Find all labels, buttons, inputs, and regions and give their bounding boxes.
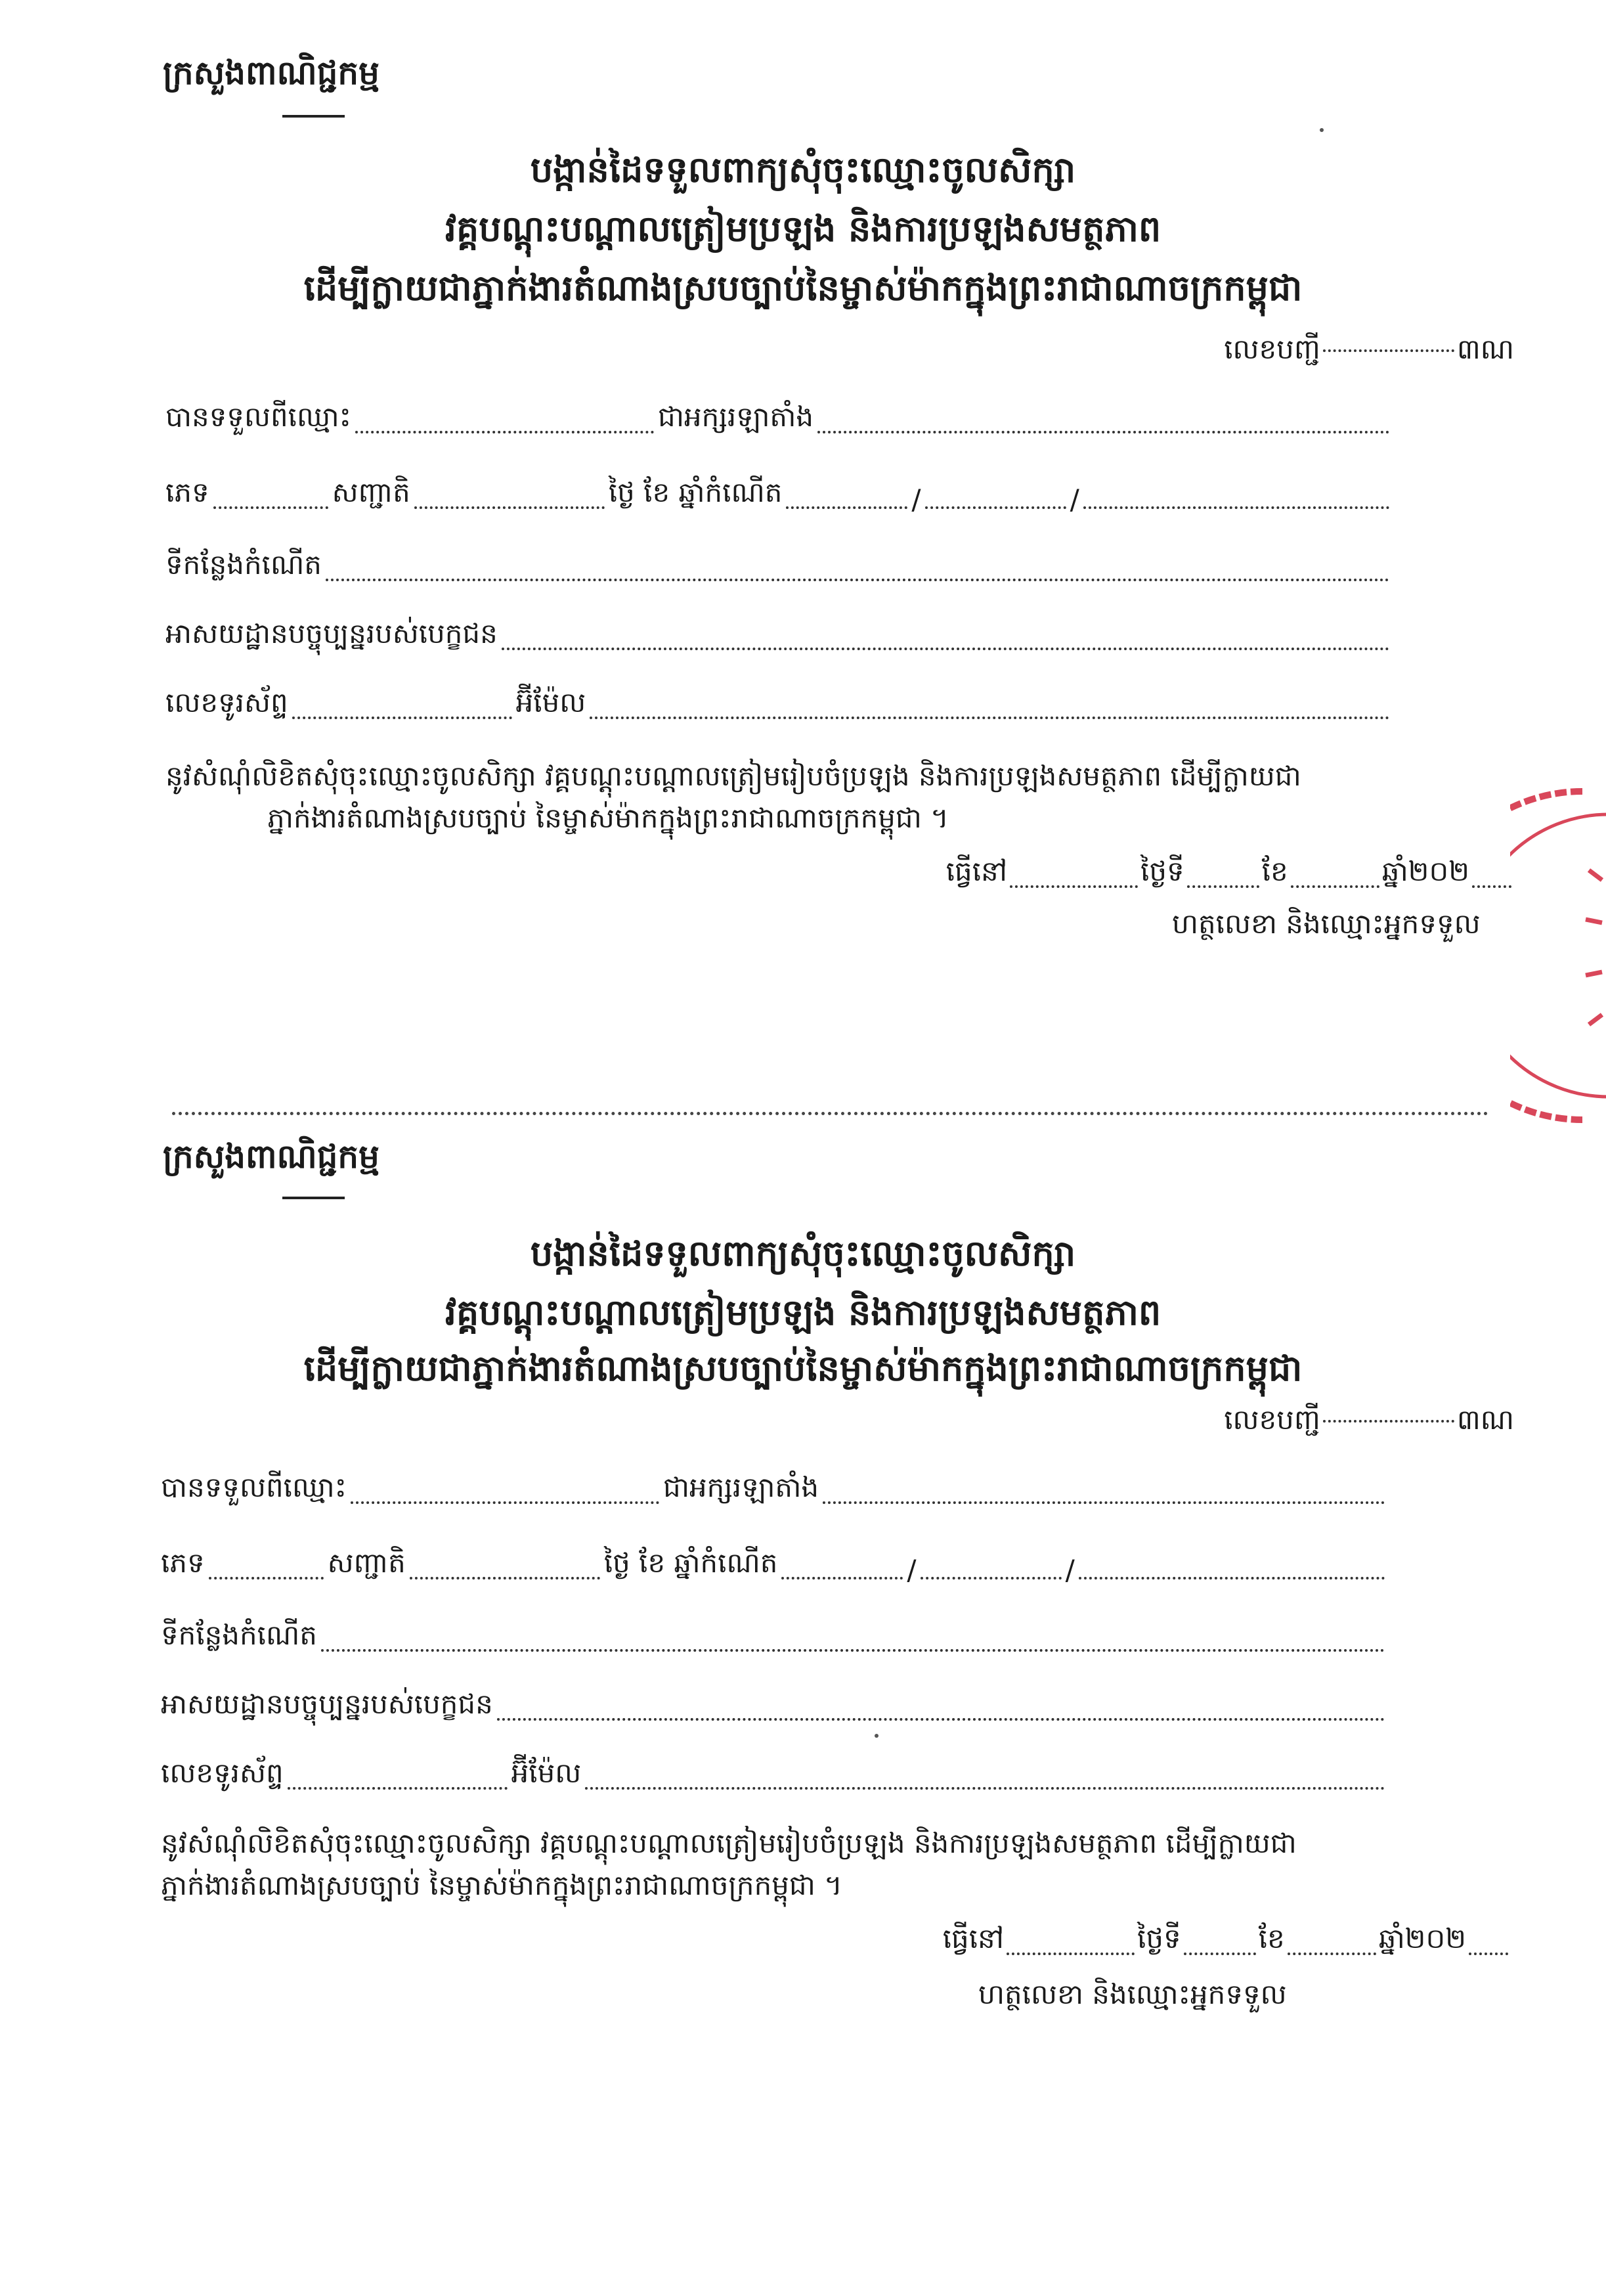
- statement-line-2: ភ្នាក់ងារតំណាងស្របច្បាប់ នៃម្ចាស់ម៉ាកក្នុងព្រះរាជាណាចក្រកម្ពុជា ។: [161, 1869, 842, 1901]
- pob-label: ទីកន្លែងកំណើត: [165, 548, 322, 581]
- phone-label: លេខទូរស័ព្ទ: [165, 686, 288, 718]
- latin-label: ជាអក្សរឡាតាំង: [658, 401, 814, 433]
- field-row-name: [165, 401, 1393, 440]
- statement-text: [161, 1822, 1507, 1907]
- email-label: អ៊ីម៉ែល: [515, 686, 586, 718]
- address-label: អាសយដ្ឋានបច្ចុប្បន្នរបស់បេក្ខជន: [161, 1688, 493, 1720]
- dob-slash-1: /: [911, 483, 921, 516]
- dob-month-field[interactable]: [921, 1577, 1062, 1579]
- nationality-field[interactable]: [410, 1577, 600, 1579]
- year-field[interactable]: [1469, 1953, 1508, 1955]
- dob-month-field[interactable]: [925, 506, 1066, 509]
- field-row-address: [165, 617, 1393, 657]
- ministry-name: ក្រសួងពាណិជ្ជកម្ម: [163, 1137, 380, 1176]
- sex-field[interactable]: [213, 506, 328, 509]
- field-row-contact: [161, 1757, 1389, 1796]
- month-field[interactable]: [1291, 885, 1379, 888]
- received-from-label: បានទទួលពីឈ្មោះ: [161, 1471, 347, 1503]
- email-label: អ៊ីម៉ែល: [511, 1757, 582, 1789]
- address-field[interactable]: [502, 648, 1389, 650]
- scan-speck: [1320, 128, 1324, 132]
- month-label: ខែ: [1258, 1922, 1285, 1954]
- nationality-label: សញ្ជាតិ: [332, 476, 410, 508]
- day-field[interactable]: [1184, 1953, 1256, 1955]
- dob-year-field[interactable]: [1079, 1577, 1385, 1579]
- registration-label: លេខបញ្ជី: [1224, 333, 1320, 365]
- year-label: ឆ្នាំ២០២: [1378, 1922, 1466, 1954]
- nationality-label: សញ្ជាតិ: [327, 1547, 406, 1579]
- latin-label: ជាអក្សរឡាតាំង: [663, 1471, 819, 1503]
- field-row-pob: [165, 548, 1393, 588]
- date-place-line: [946, 854, 1514, 894]
- ministry-underline: [282, 1197, 345, 1199]
- registration-number: [1224, 1402, 1514, 1443]
- name-field[interactable]: [351, 1501, 659, 1504]
- day-field[interactable]: [1187, 885, 1259, 888]
- latin-name-field[interactable]: [823, 1501, 1385, 1504]
- month-label: ខែ: [1261, 855, 1288, 887]
- name-field[interactable]: [355, 431, 654, 433]
- email-field[interactable]: [585, 1787, 1385, 1790]
- sex-field[interactable]: [209, 1577, 324, 1579]
- dob-slash-2: /: [1070, 483, 1079, 516]
- title-line-2: វគ្គបណ្តុះបណ្តាលត្រៀមប្រឡង និងការប្រឡងសមត្ថភាព: [445, 1291, 1161, 1333]
- sex-label: ភេទ: [165, 476, 209, 508]
- field-row-address: [161, 1688, 1389, 1727]
- phone-label: លេខទូរស័ព្ទ: [161, 1757, 284, 1789]
- day-label: ថ្ងៃទី: [1137, 1922, 1181, 1954]
- field-row-name: [161, 1471, 1389, 1511]
- signature-label: ហត្ថលេខា និងឈ្មោះអ្នកទទួល: [1172, 908, 1481, 940]
- dob-year-field[interactable]: [1083, 506, 1389, 509]
- nationality-field[interactable]: [414, 506, 605, 509]
- place-field[interactable]: [1010, 885, 1138, 888]
- title-line-2: វគ្គបណ្តុះបណ្តាលត្រៀមប្រឡង និងការប្រឡងសមត្ថភាព: [445, 208, 1161, 250]
- made-at-label: ធ្វើនៅ: [942, 1922, 1005, 1954]
- ministry-name: ក្រសួងពាណិជ្ជកម្ម: [163, 53, 380, 92]
- field-row-personal: [165, 476, 1393, 516]
- registration-number: [1224, 332, 1514, 372]
- ministry-underline: [282, 115, 345, 118]
- year-label: ឆ្នាំ២០២: [1381, 855, 1469, 887]
- date-place-line: [943, 1921, 1511, 1962]
- field-row-contact: [165, 686, 1393, 726]
- cut-line-divider: [172, 1112, 1488, 1115]
- dob-label: ថ្ងៃ ខែ ឆ្នាំកំណើត: [608, 476, 783, 508]
- statement-line-2: ភ្នាក់ងារតំណាងស្របច្បាប់ នៃម្ចាស់ម៉ាកក្នុងព្រះរាជាណាចក្រកម្ពុជា ។: [267, 802, 949, 834]
- dob-day-field[interactable]: [781, 1577, 903, 1579]
- dob-slash-1: /: [907, 1554, 917, 1586]
- year-field[interactable]: [1472, 885, 1511, 888]
- registration-label: លេខបញ្ជី: [1224, 1403, 1320, 1436]
- address-label: អាសយដ្ឋានបច្ចុប្បន្នរបស់បេក្ខជន: [165, 617, 498, 650]
- sex-label: ភេទ: [161, 1547, 205, 1579]
- pob-field[interactable]: [326, 579, 1389, 581]
- registration-dots[interactable]: [1323, 349, 1454, 352]
- received-from-label: បានទទួលពីឈ្មោះ: [165, 401, 352, 433]
- title-line-1: បង្កាន់ដៃទទួលពាក្យសុំចុះឈ្មោះចូលសិក្សា: [530, 1232, 1076, 1274]
- scan-speck: [875, 1734, 879, 1738]
- place-field[interactable]: [1007, 1953, 1135, 1955]
- address-field[interactable]: [497, 1718, 1385, 1721]
- email-field[interactable]: [590, 717, 1389, 719]
- signature-label: ហត្ថលេខា និងឈ្មោះអ្នកទទួល: [978, 1978, 1287, 2010]
- registration-suffix: ៣ណ: [1456, 333, 1514, 365]
- statement-text: [165, 755, 1511, 839]
- title-line-3: ដើម្បីក្លាយជាភ្នាក់ងារតំណាងស្របច្បាប់នៃម្ចាស់ម៉ាកក្នុងព្រះរាជាណាចក្រកម្ពុជា: [303, 1347, 1303, 1389]
- statement-line-1: នូវសំណុំលិខិតសុំចុះឈ្មោះចូលសិក្សា វគ្គបណ្តុះបណ្តាលត្រៀមរៀបចំប្រឡង និងការប្រឡងសមត្ថភាព ដើម្បីក្លាយជា: [161, 1827, 1297, 1859]
- pob-field[interactable]: [321, 1649, 1385, 1652]
- day-label: ថ្ងៃទី: [1140, 855, 1184, 887]
- dob-day-field[interactable]: [786, 506, 907, 509]
- month-field[interactable]: [1288, 1953, 1376, 1955]
- dob-label: ថ្ងៃ ខែ ឆ្នាំកំណើត: [603, 1547, 778, 1579]
- pob-label: ទីកន្លែងកំណើត: [161, 1619, 317, 1651]
- statement-line-1: នូវសំណុំលិខិតសុំចុះឈ្មោះចូលសិក្សា វគ្គបណ្តុះបណ្តាលត្រៀមរៀបចំប្រឡង និងការប្រឡងសមត្ថភាព ដើម្បីក្លាយជា: [165, 760, 1301, 792]
- made-at-label: ធ្វើនៅ: [945, 855, 1008, 887]
- official-stamp: [1510, 785, 1606, 1126]
- field-row-pob: [161, 1619, 1389, 1658]
- dob-slash-2: /: [1065, 1554, 1075, 1586]
- latin-name-field[interactable]: [817, 431, 1389, 433]
- field-row-personal: [161, 1547, 1389, 1586]
- title-line-1: បង្កាន់ដៃទទួលពាក្យសុំចុះឈ្មោះចូលសិក្សា: [530, 148, 1076, 190]
- registration-dots[interactable]: [1323, 1420, 1454, 1423]
- phone-field[interactable]: [292, 717, 512, 719]
- phone-field[interactable]: [288, 1787, 508, 1790]
- title-line-3: ដើម្បីក្លាយជាភ្នាក់ងារតំណាងស្របច្បាប់នៃម្ចាស់ម៉ាកក្នុងព្រះរាជាណាចក្រកម្ពុជា: [303, 267, 1303, 309]
- registration-suffix: ៣ណ: [1456, 1403, 1514, 1436]
